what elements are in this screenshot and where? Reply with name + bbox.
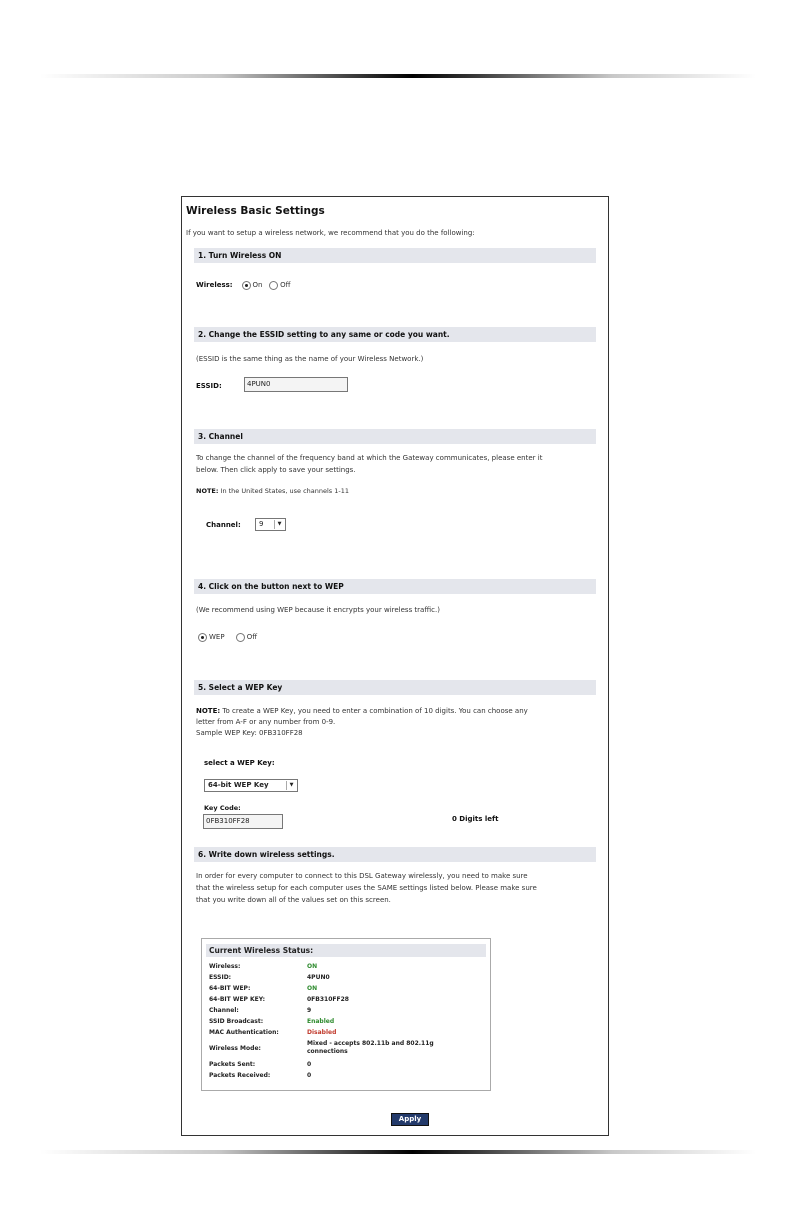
status-value: 0	[307, 1061, 312, 1068]
wep-row	[198, 632, 257, 642]
status-label: Wireless Mode:	[209, 1045, 261, 1052]
status-label: Channel:	[209, 1007, 239, 1014]
wireless-off-label: Off	[280, 281, 291, 289]
settings-desc-line3: that you write down all of the values set on this screen.	[196, 896, 391, 904]
chevron-down-icon: ▼	[286, 781, 296, 790]
wireless-label: Wireless:	[196, 281, 233, 289]
section-6-header: 6. Write down wireless settings.	[194, 847, 596, 862]
key-code-label: Key Code:	[204, 804, 241, 812]
status-label: Packets Sent:	[209, 1061, 256, 1068]
status-value: Disabled	[307, 1029, 337, 1036]
status-label: SSID Broadcast:	[209, 1018, 264, 1025]
wep-off-radio[interactable]	[236, 633, 245, 642]
wireless-on-radio[interactable]	[242, 281, 251, 290]
wireless-on-label: On	[252, 281, 263, 289]
status-label: MAC Authentication:	[209, 1029, 279, 1036]
channel-note	[196, 486, 349, 496]
essid-label: ESSID:	[196, 382, 222, 390]
settings-desc-line2: that the wireless setup for each computer uses the SAME settings listed below. Please make sure	[196, 884, 537, 892]
select-wep-key-label: select a WEP Key:	[204, 759, 275, 767]
sample-wep-key: Sample WEP Key: 0FB310FF28	[196, 729, 303, 737]
status-label: 64-BIT WEP:	[209, 985, 251, 992]
channel-desc-line1: To change the channel of the frequency band at which the Gateway communicates, please enter it	[196, 454, 543, 462]
bottom-rule	[40, 1150, 756, 1154]
wep-radio-label: WEP	[209, 633, 225, 641]
wep-key-note-line2: letter from A-F or any number from 0-9.	[196, 718, 336, 726]
channel-label: Channel:	[206, 521, 241, 529]
status-value: Mixed - accepts 802.11b and 802.11g connections	[307, 1040, 434, 1055]
status-value: Enabled	[307, 1018, 335, 1025]
chevron-down-icon: ▼	[274, 520, 284, 529]
status-label: 64-BIT WEP KEY:	[209, 996, 266, 1003]
wireless-row	[196, 280, 291, 290]
section-5-header: 5. Select a WEP Key	[194, 680, 596, 695]
current-wireless-status	[201, 938, 491, 1091]
essid-input[interactable]: 4PUN0	[244, 377, 348, 392]
status-row	[209, 1040, 489, 1058]
status-value: 9	[307, 1007, 312, 1014]
wep-note: (We recommend using WEP because it encrypts your wireless traffic.)	[196, 606, 440, 614]
top-rule	[40, 74, 756, 78]
wep-key-select[interactable]	[204, 779, 298, 792]
wireless-settings-panel	[181, 196, 609, 1136]
intro-text: If you want to setup a wireless network, we recommend that you do the following:	[186, 229, 475, 237]
settings-desc-line1: In order for every computer to connect to this DSL Gateway wirelessly, you need to make sure	[196, 872, 528, 880]
channel-select[interactable]	[255, 518, 286, 531]
key-code-input[interactable]: 0FB310FF28	[203, 814, 283, 829]
wep-key-note-line1	[196, 706, 528, 716]
status-value: 0FB310FF28	[307, 996, 349, 1003]
status-value: ON	[307, 963, 318, 970]
wep-radio[interactable]	[198, 633, 207, 642]
digits-left: 0 Digits left	[452, 815, 499, 823]
wep-key-note-label: NOTE:	[196, 707, 221, 715]
status-value: ON	[307, 985, 318, 992]
status-value: 4PUN0	[307, 974, 330, 981]
apply-button[interactable]: Apply	[391, 1113, 429, 1126]
status-label: Packets Received:	[209, 1072, 271, 1079]
section-3-header: 3. Channel	[194, 429, 596, 444]
page-title: Wireless Basic Settings	[186, 205, 325, 217]
wep-key-select-value: 64-bit WEP Key	[208, 781, 269, 789]
channel-note-label: NOTE:	[196, 487, 219, 495]
section-4-header: 4. Click on the button next to WEP	[194, 579, 596, 594]
status-label: ESSID:	[209, 974, 232, 981]
channel-value: 9	[259, 520, 264, 528]
channel-desc-line2: below. Then click apply to save your settings.	[196, 466, 356, 474]
section-1-header: 1. Turn Wireless ON	[194, 248, 596, 263]
wireless-off-radio[interactable]	[269, 281, 278, 290]
channel-note-text: In the United States, use channels 1-11	[220, 487, 350, 495]
status-value: 0	[307, 1072, 312, 1079]
status-label: Wireless:	[209, 963, 241, 970]
wep-off-label: Off	[246, 633, 258, 641]
essid-note: (ESSID is the same thing as the name of your Wireless Network.)	[196, 355, 424, 363]
status-title: Current Wireless Status:	[206, 944, 486, 957]
wep-key-note-text: To create a WEP Key, you need to enter a combination of 10 digits. You can choose any	[222, 707, 528, 715]
section-2-header: 2. Change the ESSID setting to any same or code you want.	[194, 327, 596, 342]
